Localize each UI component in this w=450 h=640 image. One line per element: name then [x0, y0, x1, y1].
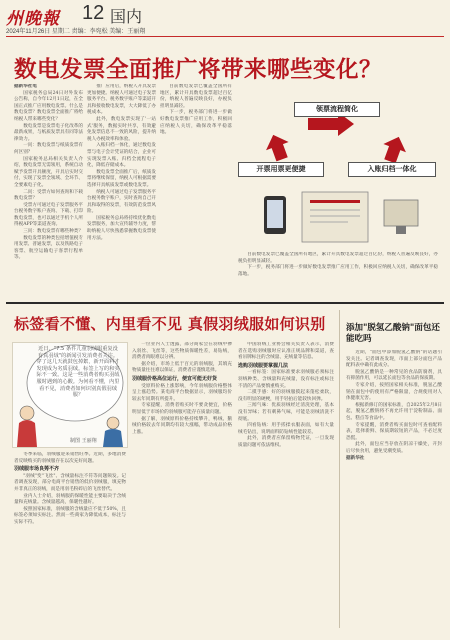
headline-preservative: 添加"脱氢乙酸钠"面包还能吃吗: [346, 323, 440, 344]
section-divider: [6, 302, 444, 304]
blue-jacket-icon: [103, 429, 123, 447]
paragraph: 目前数电发票已覆盖全国所有地区，累计开具数电发票超过百亿份，纳税人普遍反映良好，办税负担明显减轻。: [238, 252, 438, 264]
paragraph: 二摸手感：好的羽绒服摸起来蓬松柔软，没有明显的硬梗，用手轻拍后能较快回弹。: [238, 390, 334, 402]
paragraph: 冬季来临，羽绒服迎来销售旺季。近期，多地消费者反映购买的羽绒服存在以次充好问题。: [14, 452, 126, 464]
paragraph: 下一步，税务部门将进一步做好数电发票推广应用工作，积极回应纳税人关切，确保改革平稳落地。: [160, 110, 232, 136]
document-illustration: [302, 192, 368, 242]
paragraph: 脱氢乙酸钠是一种常见的食品防腐剂，具有抑菌作用，可以延长面包等食品的保质期。: [346, 369, 442, 382]
byline: 据新华社: [346, 455, 365, 461]
dateline: 2024年11月26日 星期二 责编：李宛松 美编：王丽翔: [6, 29, 146, 35]
paragraph: 专家提醒，消费者购买时不要贪便宜，价格明显低于市场价的羽绒服可能存在质量问题。: [132, 403, 232, 415]
person-head-icon: [20, 406, 34, 420]
paragraph: 推广应用后，纳税人开具发票更加便捷。纳税人可通过电子发票服务平台、税务数字账户等渠道开具和接收数电发票，大大降低了办税成本。: [87, 84, 156, 116]
paragraph: 专家介绍，按照国家相关标准，脱氢乙酸钠在面包中的使用有严格限量，合规使用对人体健康无害。: [346, 382, 442, 402]
paragraph: 受原料价格上涨影响，今年羽绒服价格整体呈上涨趋势。某电商平台数据显示，羽绒服均价较去年同期有所提升。: [132, 383, 232, 402]
paragraph: 四看钻绒：用手搓揉衣服表面，如有大量绒毛钻出，说明面料防钻绒性能较差。: [238, 423, 334, 435]
phone-screen: [267, 200, 283, 228]
paragraph: 中国羽绒工业协会相关负责人表示，消费者在选购羽绒服时应认准正规品牌和渠道，查看吊牌标注的含绒量、充绒量等信息。: [238, 342, 334, 361]
page-number: 12: [82, 2, 105, 24]
monitor-stand: [396, 226, 406, 234]
paragraph: 入账归档一体化，通过数电发票与电子会计凭证的结合，企业可实现发票入账、归档全流程电子化，降低存储成本。: [87, 143, 156, 169]
paragraph: 近期，"面包中添加脱氢乙酸钠"的话题引发关注。记者调查发现，市面上部分面包产品配料表中确有此成分。: [346, 350, 442, 369]
article-down-jacket-right-column: [238, 342, 334, 628]
paragraph: 据介绍，市场上低于百元的羽绒服，其填充物质量往往难以保证，消费者应谨慎选择。: [132, 361, 232, 374]
paragraph: 下一步，税务部门将进一步做好数电发票推广应用工作，积极回应纳税人关切，确保改革平稳落地。: [238, 265, 438, 277]
paragraph: 国家税务总局相关负责人介绍，数电发票无需领用，系统自动赋予发票开具额度，开具后实时交付，实现了发票全领域、全环节、全要素电子化。: [14, 156, 83, 188]
article-down-jacket-middle-column: [132, 342, 232, 628]
paragraph: 此外，面包应当存放在阴凉干燥处，开封后尽快食用，避免受潮变质。: [346, 442, 442, 454]
subheading: 羽绒服价格高位运行，便宜可能无好货: [132, 375, 218, 382]
paragraph: 此外，数电发票实现了'一站式'服务，数据实时共享，有效避免发票信息不一致的风险，提升纳税人办税效率和体验。: [87, 116, 156, 142]
down-jacket-illustration: [12, 342, 128, 448]
paragraph: 国家税务总局将持续优化数电发票服务，加大宣传辅导力度，帮助纳税人尽快熟悉掌握数电发票使用方法。: [87, 215, 156, 241]
paragraph: 此外，消费者应保留购物凭证，一旦发现质量问题可依法维权。: [238, 436, 334, 448]
subheading: 选购羽绒服要掌握几法: [238, 362, 289, 369]
paragraph: 专家提醒，消费者购买面包时可查看配料表，选择新鲜、保质期较短的产品，不必过度恐慌。: [346, 422, 442, 441]
masthead: [6, 2, 444, 38]
section-title: 国内: [110, 9, 143, 26]
diagram-box-right: 入账归档一体化: [348, 162, 436, 177]
article-preservative-body: [346, 350, 442, 628]
paragraph: 数电发票的种类包括增值税专用发票、普通发票，以及铁路电子客票、航空运输电子客票行程单等。: [14, 235, 83, 261]
article-einvoice-column-3: [160, 84, 232, 296]
illustration-caption: 制图 王丽翔: [70, 438, 97, 444]
diagram-box-top: 领票流程简化: [294, 102, 380, 117]
arrow-left-icon: [262, 131, 293, 164]
document-header-bar: [310, 200, 360, 203]
paragraph: 根据新修订的国家标准，自2025年2月8日起，脱氢乙酸钠将不再允许用于淀粉制品、面包、糕点等食品中。: [346, 402, 442, 421]
article-einvoice-column-4: [238, 252, 438, 298]
paragraph: 一看标签：国家标准要求羽绒服必须标注羽绒种类、含绒量和充绒量，没有标注或标注不清的产品要慎重购买。: [238, 370, 334, 389]
paragraph: 纳税人可通过电子发票服务平台税务数字账户，实时查询自己开具和取得的发票，有效防范发票风险。: [87, 189, 156, 215]
headline-einvoice: 数电发票全面推广将带来哪些变化？: [14, 57, 383, 83]
red-jacket-icon: [17, 420, 37, 447]
paragraph: 数电发票全面推广后，纸质发票将继续保留，纳税人可根据需要选择开具纸质发票或数电发票。: [87, 169, 156, 188]
paragraph: 受票方可通过电子发票服务平台税务数字账户查询、下载、打印数电发票，也可以通过手机个人所得税APP等渠道查询。: [14, 202, 83, 228]
byline: 据新华社电: [14, 84, 37, 89]
cartoon-bubble-text: 近日，"7.5 条件儿童羽绒服重复没有真羽绒"的新闻引发消费者关注。穿了这几天就鼓包掉絮，新开面料才发现成为劣质羽绒。标签上写的和实际不一致。这是一些消费者购买羽绒服时遇到的心酸。为何看不懂，内里看不见，消费者如何识别真假羽绒服？: [36, 346, 120, 399]
paragraph: 目前数电发票已覆盖全国所有地区，累计开具数电发票超过百亿份，纳税人普遍反映良好，办税负担明显减轻。: [160, 84, 232, 109]
paragraph: 三问：数电发票有哪些种类？: [23, 229, 83, 235]
paragraph: 一问：数电发票与纸质发票有何区别？: [14, 143, 83, 155]
paragraph: 按照国家标准，羽绒服的含绒量应不低于50%，且标签必须如实标注。然而一些商家为降低成本，标注与实际不符。: [14, 506, 126, 525]
monitor-icon: [384, 200, 418, 226]
einvoice-diagram: [238, 100, 438, 246]
newspaper-logo: 州晚報: [6, 9, 60, 29]
headline-down-jacket: 标签看不懂、内里看不见 真假羽绒服如何识别: [14, 315, 326, 333]
paragraph: 三闻气味：优质羽绒经过清洗处理，基本没有异味；若有刺鼻气味，可能是羽绒清洗不彻底。: [238, 403, 334, 422]
paragraph: 一位业内人士透露，部分商家会在羽绒中掺入羽丝、飞丝等，这些物质保暖性差，易钻绒，消费者肉眼难以分辨。: [132, 342, 232, 361]
article-einvoice-column-1: [14, 84, 83, 296]
paragraph: 据了解，羽绒原料价格持续攀升，鸭绒、鹅绒价格较去年同期均有较大涨幅，带动成品价格上涨。: [132, 416, 232, 435]
paragraph: 数电发票是发票电子化改革的最新成果，与纸质发票具有同等法律效力。: [14, 123, 83, 142]
column-rule: [339, 310, 340, 628]
subheading: 羽绒服市场良莠不齐: [14, 466, 60, 473]
person-head-icon: [107, 417, 119, 429]
article-einvoice-column-2: [87, 84, 156, 296]
paragraph: 业内人士介绍，羽绒服的保暖性能主要取决于含绒量和充绒量。含绒量越高，保暖性越好。: [14, 493, 126, 506]
paragraph: 国家税务总局24日对外发布公告称，自今年12月1日起，在全国正式推广应用数电发票。什么是数电发票？数电发票全面推广将给纳税人带来哪些变化？: [14, 90, 83, 122]
arrow-right-icon: [379, 133, 410, 166]
paragraph: 二问：受票方如何查询和下载数电发票？: [14, 189, 83, 202]
diagram-box-left: 开票用票更便捷: [238, 162, 324, 177]
article-down-jacket-left-column: [14, 452, 126, 628]
paragraph: "羽绒"变"飞丝"、含绒量标注不符等问题频发。记者调查发现，部分电商平台销售的低价羽绒服，填充物并非真正的羽绒，而是用羽毛粉碎后的飞丝替代。: [14, 473, 126, 492]
masthead-rule: [6, 36, 444, 37]
